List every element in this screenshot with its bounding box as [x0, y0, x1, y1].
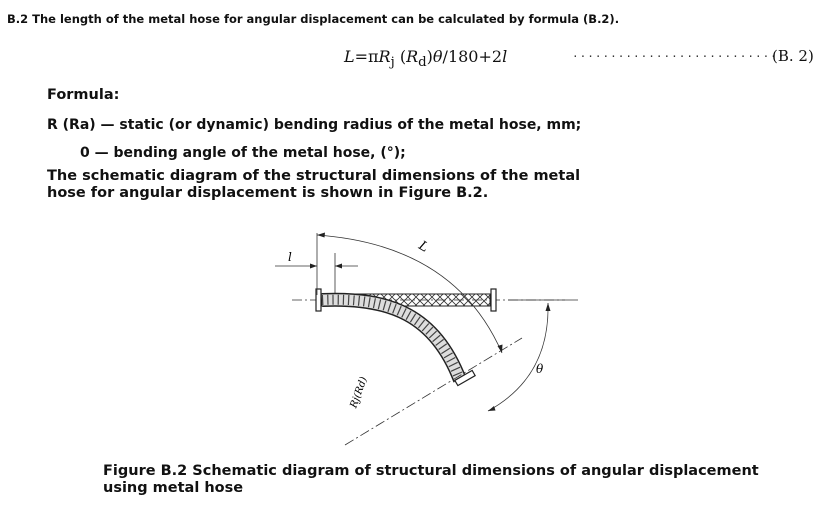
- formula-tail: /180+2: [442, 47, 503, 66]
- L-arrow-start: [317, 233, 325, 238]
- formula-R: R: [378, 47, 391, 66]
- formula-close: ): [426, 47, 433, 66]
- L-label: L: [415, 238, 431, 256]
- theta-arrow-top: [546, 303, 551, 311]
- theta-arc: [488, 303, 548, 411]
- theta-arrow-bottom: [488, 406, 496, 411]
- formula-sub-j: j: [390, 55, 395, 71]
- formula-expression: [344, 47, 507, 70]
- description-paragraph: The schematic diagram of the structural dimensions of the metal hose for angular displacement is shown in Figure B.2.: [47, 168, 581, 201]
- section-heading: B.2 The length of the metal hose for angular displacement can be calculated by formula (B.2).: [7, 12, 620, 26]
- l-small-label: l: [288, 250, 292, 264]
- formula-open: (: [394, 47, 407, 66]
- bent-hose-fill: [322, 300, 460, 380]
- formula-R2: R: [406, 47, 419, 66]
- leader-dots: ····························: [572, 50, 786, 63]
- theta-label: θ: [536, 362, 544, 376]
- formula-sub-d: d: [418, 55, 427, 71]
- formula-eq: =π: [354, 47, 379, 66]
- right-flange: [491, 289, 496, 311]
- formula-l: l: [502, 47, 508, 66]
- figure-caption: Figure B.2 Schematic diagram of structural dimensions of angular displacement using metal hose: [103, 463, 759, 496]
- radius-label: Rj(Rd): [348, 375, 370, 410]
- definition-angle: 0 — bending angle of the metal hose, (°);: [80, 145, 406, 161]
- equation-number: (B. 2): [772, 47, 814, 65]
- inclined-centerline: [345, 338, 522, 445]
- l-arrow-left: [310, 264, 317, 269]
- formula-theta: θ: [432, 47, 443, 66]
- formula-L: L: [344, 47, 355, 66]
- formula-label: Formula:: [47, 87, 120, 103]
- definition-radius: R (Ra) — static (or dynamic) bending radius of the metal hose, mm;: [47, 117, 582, 133]
- l-arrow-right: [335, 264, 342, 269]
- hose-schematic-diagram: [260, 205, 590, 450]
